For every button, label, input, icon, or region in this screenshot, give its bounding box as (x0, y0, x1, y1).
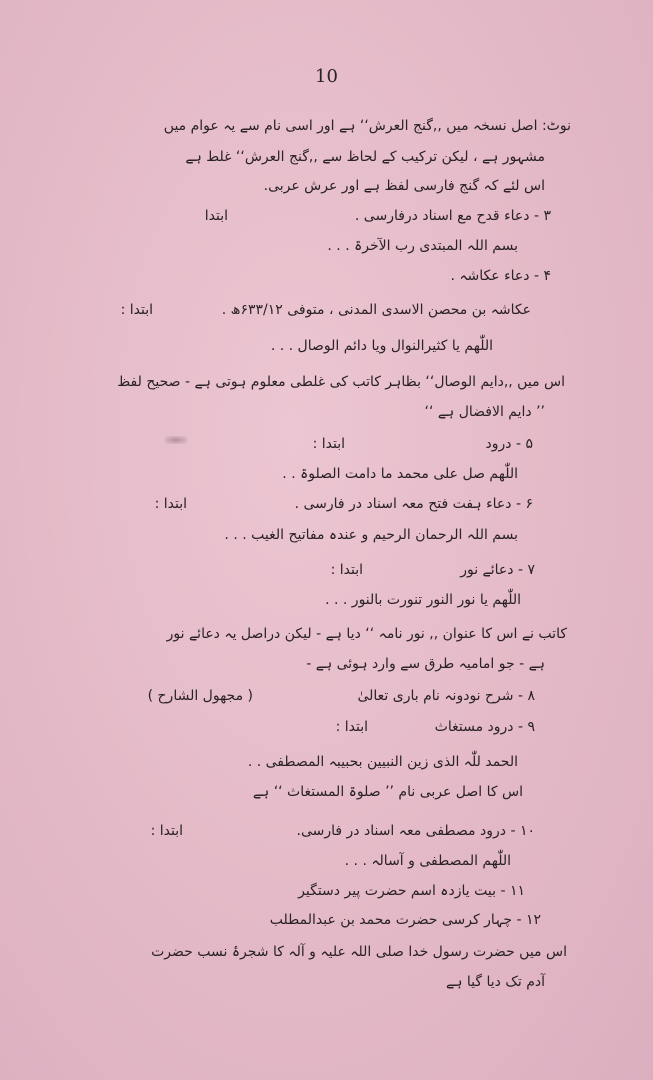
item-4-opening: اللّٰھم یا کثیرالنوال ویا دائم الوصال . . . (270, 338, 493, 354)
item-4-note-2: ’’ دایم الافضال ہے ‘‘ (424, 404, 545, 420)
item-4-heading: ۴ - دعاء عکاشہ . (450, 268, 551, 284)
item-11-heading: ۱۱ - بیت یازدہ اسم حضرت پیر دستگیر (298, 883, 525, 899)
note-line-1: نوٹ: اصل نسخہ میں ,,گنج العرش‘‘ ہے اور اسی نام سے یہ عوام میں (163, 118, 571, 134)
item-7-opening: اللّٰھم یا نور النور تنورت بالنور . . . (325, 592, 521, 608)
item-8-author: ( مجھول الشارح ) (147, 688, 253, 704)
item-9-note: اس کا اصل عربی نام ’’ صلوۃ المستغاث ‘‘ ہے (252, 784, 523, 800)
item-7-note-2: ہے - جو امامیہ طرق سے وارد ہوئی ہے - (306, 656, 545, 672)
item-5-opening: اللّٰھم صل علی محمد ما دامت الصلوۃ . . (282, 466, 518, 482)
note-line-2: مشہور ہے ، لیکن ترکیب کے لحاظ سے ,,گنج العرش‘‘ غلط ہے (185, 149, 545, 165)
item-3-heading: ۳ - دعاء قدح مع اسناد درفارسی . (354, 208, 551, 224)
item-6-opening: بسم اللہ الرحمان الرحیم و عندہ مفاتیح الغیب . . . (224, 527, 518, 543)
smudge-mark (165, 436, 187, 444)
item-7-start-label: ابتدا : (330, 562, 363, 578)
item-5-heading: ۵ - درود (485, 436, 533, 452)
item-5-start-label: ابتدا : (312, 436, 345, 452)
item-12-note-1: اس میں حضرت رسول خدا صلی اللہ علیہ و آلہ کا شجرۂ نسب حضرت (151, 944, 567, 960)
item-3-start-label: ابتدا (204, 208, 228, 224)
item-8-heading: ۸ - شرح نودونہ نام باری تعالیٰ (357, 688, 535, 704)
item-4-subtitle: عکاشہ بن محصن الاسدی المدنی ، متوفی ۶۳۳/۱۲ھ . (221, 302, 531, 318)
item-10-heading: ۱۰ - درود مصطفی معہ اسناد در فارسی. (296, 823, 535, 839)
item-10-opening: اللّٰھم المصطفی و آسالہ . . . (344, 853, 511, 869)
page-number: 10 (315, 66, 338, 87)
item-9-heading: ۹ - درود مستغاث (434, 719, 535, 735)
item-7-heading: ۷ - دعائے نور (460, 562, 535, 578)
item-12-note-2: آدم تک دیا گیا ہے (446, 974, 545, 990)
item-3-opening: بسم اللہ المبتدی رب الآخرۃ . . . (327, 238, 518, 254)
item-12-heading: ۱۲ - چہار کرسی حضرت محمد بن عبدالمطلب (269, 912, 541, 928)
note-line-3: اس لئے کہ گنج فارسی لفظ ہے اور عرش عربی. (263, 178, 545, 194)
item-6-start-label: ابتدا : (154, 496, 187, 512)
item-9-opening: الحمد للّٰہ الذی زین النبیین بحبیبہ المصطفی . . (247, 754, 518, 770)
item-9-start-label: ابتدا : (335, 719, 368, 735)
item-7-note-1: کاتب نے اس کا عنوان ,, نور نامہ ‘‘ دیا ہے - لیکن دراصل یہ دعائے نور (166, 626, 567, 642)
item-4-start-label: ابتدا : (120, 302, 153, 318)
item-6-heading: ۶ - دعاء ہفت فتح معہ اسناد در فارسی . (294, 496, 533, 512)
item-10-start-label: ابتدا : (150, 823, 183, 839)
item-4-note-1: اس میں ,,دایم الوصال‘‘ بظاہر کاتب کی غلطی معلوم ہوتی ہے - صحیح لفظ (117, 374, 565, 390)
